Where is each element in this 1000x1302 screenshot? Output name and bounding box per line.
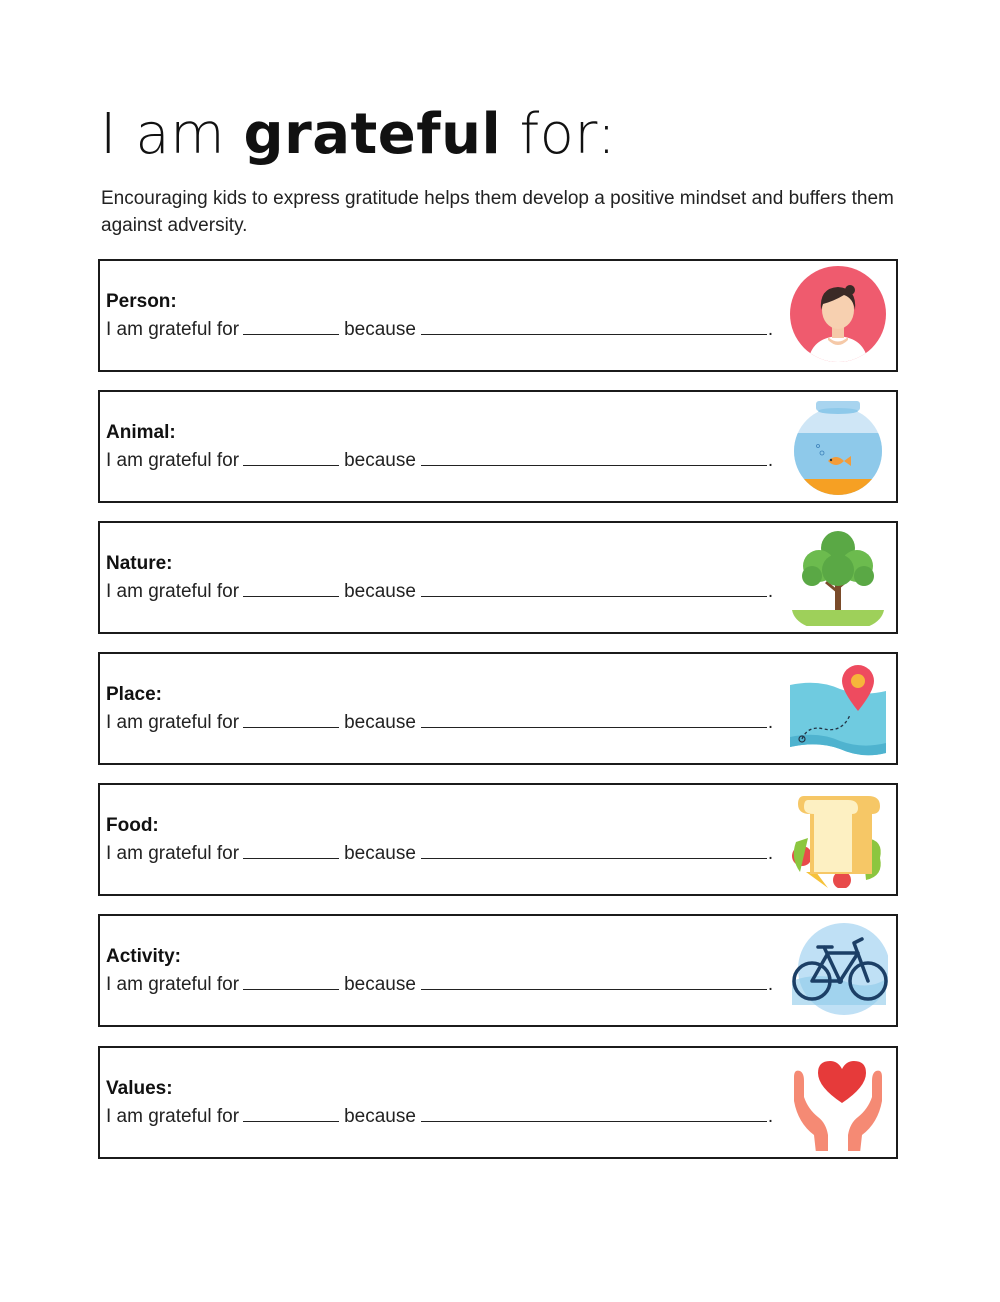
title-prefix: I am: [100, 102, 244, 167]
intro-text: Encouraging kids to express gratitude helps them develop a positive mindset and buffers them against adversity.: [101, 188, 894, 236]
blank-thing[interactable]: [243, 857, 339, 859]
card-label: Food:: [106, 815, 159, 836]
card-sentence: [106, 843, 773, 865]
sentence-middle: because: [344, 1106, 416, 1127]
sentence-start: I am grateful for: [106, 712, 240, 733]
sentence-end: .: [767, 1106, 774, 1127]
sentence-end: .: [767, 450, 774, 471]
blank-thing[interactable]: [243, 988, 339, 990]
card-label: Person:: [106, 291, 177, 312]
blank-reason[interactable]: [421, 726, 767, 728]
blank-thing[interactable]: [243, 726, 339, 728]
sentence-start: I am grateful for: [106, 974, 240, 995]
card-label: Place:: [106, 684, 162, 705]
blank-reason[interactable]: [421, 464, 767, 466]
card-nature: [98, 521, 898, 634]
sandwich-icon: [788, 788, 888, 888]
sentence-middle: because: [344, 712, 416, 733]
fishbowl-icon: [788, 395, 888, 495]
blank-thing[interactable]: [243, 333, 339, 335]
sentence-end: .: [767, 581, 774, 602]
sentence-middle: because: [344, 581, 416, 602]
blank-reason[interactable]: [421, 988, 767, 990]
blank-thing[interactable]: [243, 464, 339, 466]
person-icon: [788, 264, 888, 364]
card-food: [98, 783, 898, 896]
title-bold: grateful: [243, 102, 502, 167]
map-pin-icon: [788, 657, 888, 757]
card-sentence: [106, 712, 773, 734]
sentence-middle: because: [344, 974, 416, 995]
sentence-start: I am grateful for: [106, 319, 240, 340]
card-label: Values:: [106, 1078, 173, 1099]
blank-reason[interactable]: [421, 595, 767, 597]
sentence-start: I am grateful for: [106, 581, 240, 602]
blank-thing[interactable]: [243, 595, 339, 597]
sentence-middle: because: [344, 319, 416, 340]
blank-thing[interactable]: [243, 1120, 339, 1122]
blank-reason[interactable]: [421, 857, 767, 859]
card-label: Animal:: [106, 422, 176, 443]
sentence-end: .: [767, 712, 774, 733]
card-animal: [98, 390, 898, 503]
card-values: [98, 1046, 898, 1159]
sentence-middle: because: [344, 843, 416, 864]
sentence-start: I am grateful for: [106, 450, 240, 471]
card-activity: [98, 914, 898, 1027]
sentence-start: I am grateful for: [106, 843, 240, 864]
card-sentence: [106, 450, 773, 472]
card-person: [98, 259, 898, 372]
card-sentence: [106, 1106, 773, 1128]
sentence-end: .: [767, 319, 774, 340]
sentence-start: I am grateful for: [106, 1106, 240, 1127]
card-sentence: [106, 319, 773, 341]
sentence-middle: because: [344, 450, 416, 471]
tree-icon: [788, 526, 888, 626]
card-sentence: [106, 581, 773, 603]
card-label: Activity:: [106, 946, 181, 967]
heart-hands-icon: [788, 1051, 888, 1151]
blank-reason[interactable]: [421, 1120, 767, 1122]
card-place: [98, 652, 898, 765]
title-suffix: for:: [501, 102, 617, 167]
sentence-end: .: [767, 843, 774, 864]
blank-reason[interactable]: [421, 333, 767, 335]
card-sentence: [106, 974, 773, 996]
card-label: Nature:: [106, 553, 173, 574]
sentence-end: .: [767, 974, 774, 995]
page-title: [100, 100, 616, 170]
bicycle-icon: [788, 919, 888, 1019]
